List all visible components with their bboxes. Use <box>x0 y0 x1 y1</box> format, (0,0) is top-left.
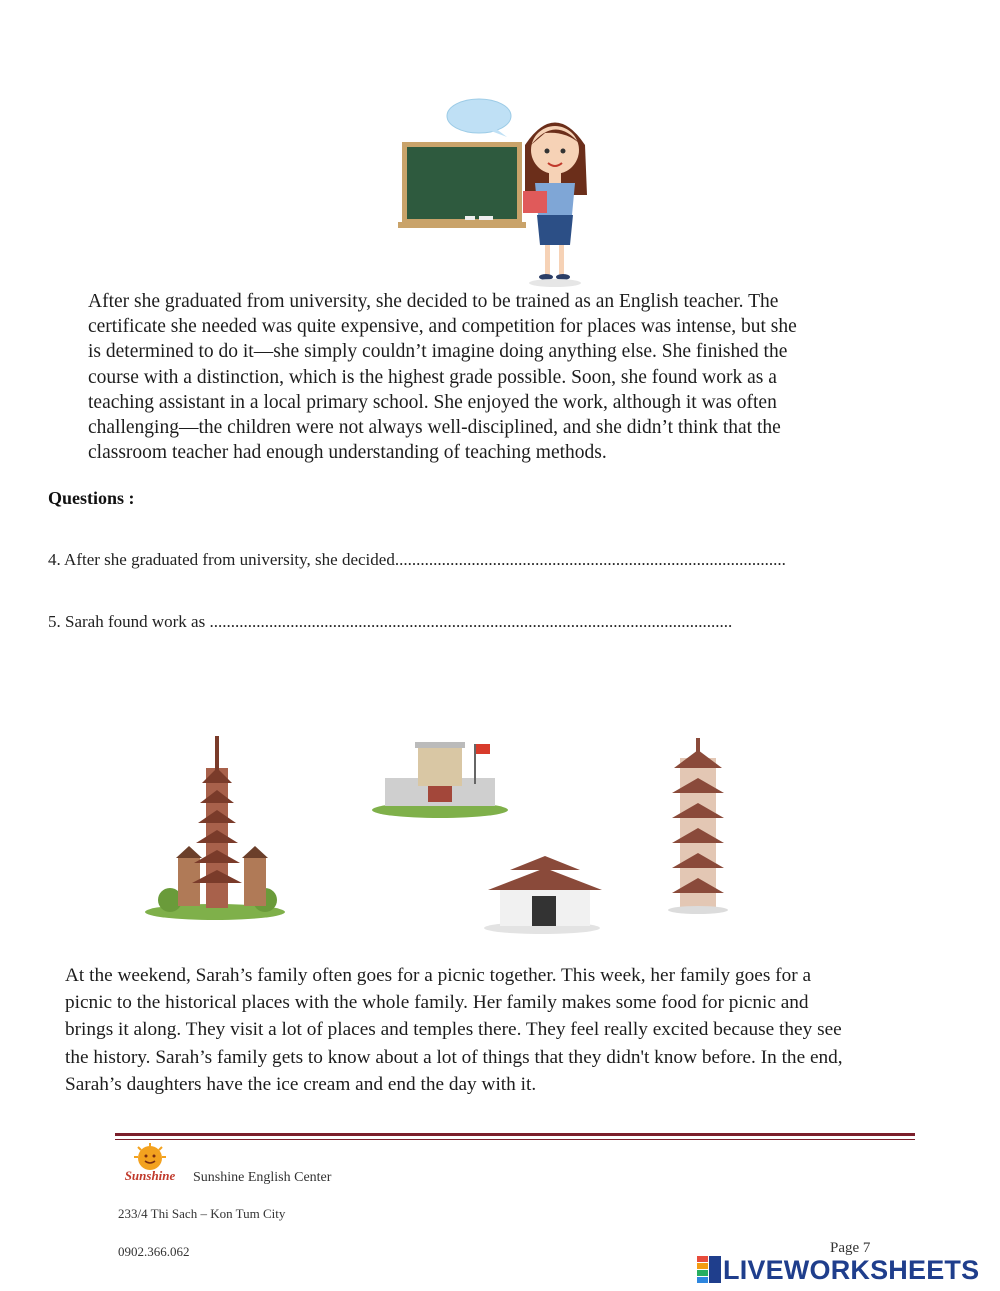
passage-line: certificate she needed was quite expensive, and competition for places was intense, but she <box>88 316 797 338</box>
logo-text: Sunshine <box>124 1168 176 1183</box>
passage-line: brings it along. They visit a lot of places and temples there. They feel really excited because they see <box>65 1019 842 1041</box>
liveworksheets-wordmark: LIVEWORKSHEETS <box>723 1254 980 1285</box>
liveworksheets-banner[interactable] <box>697 1254 979 1286</box>
passage-line: is determined to do it—she simply couldn’t imagine doing anything else. She finished the <box>88 341 788 363</box>
center-phone: 0902.366.062 <box>118 1244 190 1259</box>
question-5[interactable]: 5. Sarah found work as ........................................................................................................................... <box>48 612 733 631</box>
historical-landmarks-illustration <box>140 728 740 943</box>
liveworksheets-logo-icon <box>697 1256 721 1284</box>
passage-line: After she graduated from university, she decided to be trained as an English teacher. The <box>88 291 779 312</box>
sunshine-logo <box>116 1143 184 1183</box>
reading-passage-1 <box>88 289 797 465</box>
passage-line: challenging—the children were not always well-disciplined, and she didn’t think that the <box>88 417 781 439</box>
center-name: Sunshine English Center <box>193 1170 332 1185</box>
center-address: 233/4 Thi Sach – Kon Tum City <box>118 1206 286 1221</box>
reading-passage-2 <box>65 962 843 1098</box>
footer-divider <box>115 1133 915 1136</box>
passage-line: Sarah’s daughters have the ice cream and end the day with it. <box>65 1073 537 1095</box>
question-4[interactable]: 4. After she graduated from university, she decided............................................................................................ <box>48 550 786 569</box>
passage-line: teaching assistant in a local primary school. She enjoyed the work, although it was often <box>88 391 777 413</box>
passage-line: classroom teacher had enough understanding of teaching methods. <box>88 442 607 464</box>
page-number: Page 7 <box>830 1240 871 1256</box>
footer-divider-thin <box>115 1139 915 1140</box>
questions-heading: Questions : <box>48 488 135 508</box>
passage-line: At the weekend, Sarah’s family often goes for a picnic together. This week, her family goes for a <box>65 965 812 986</box>
teacher-illustration <box>395 95 605 290</box>
passage-line: course with a distinction, which is the highest grade possible. Soon, she found work as a <box>88 366 777 388</box>
passage-line: the history. Sarah’s family gets to know about a lot of things that they didn't know before. In the end, <box>65 1046 843 1068</box>
passage-line: picnic to the historical places with the whole family. Her family makes some food for picnic and <box>65 992 809 1014</box>
